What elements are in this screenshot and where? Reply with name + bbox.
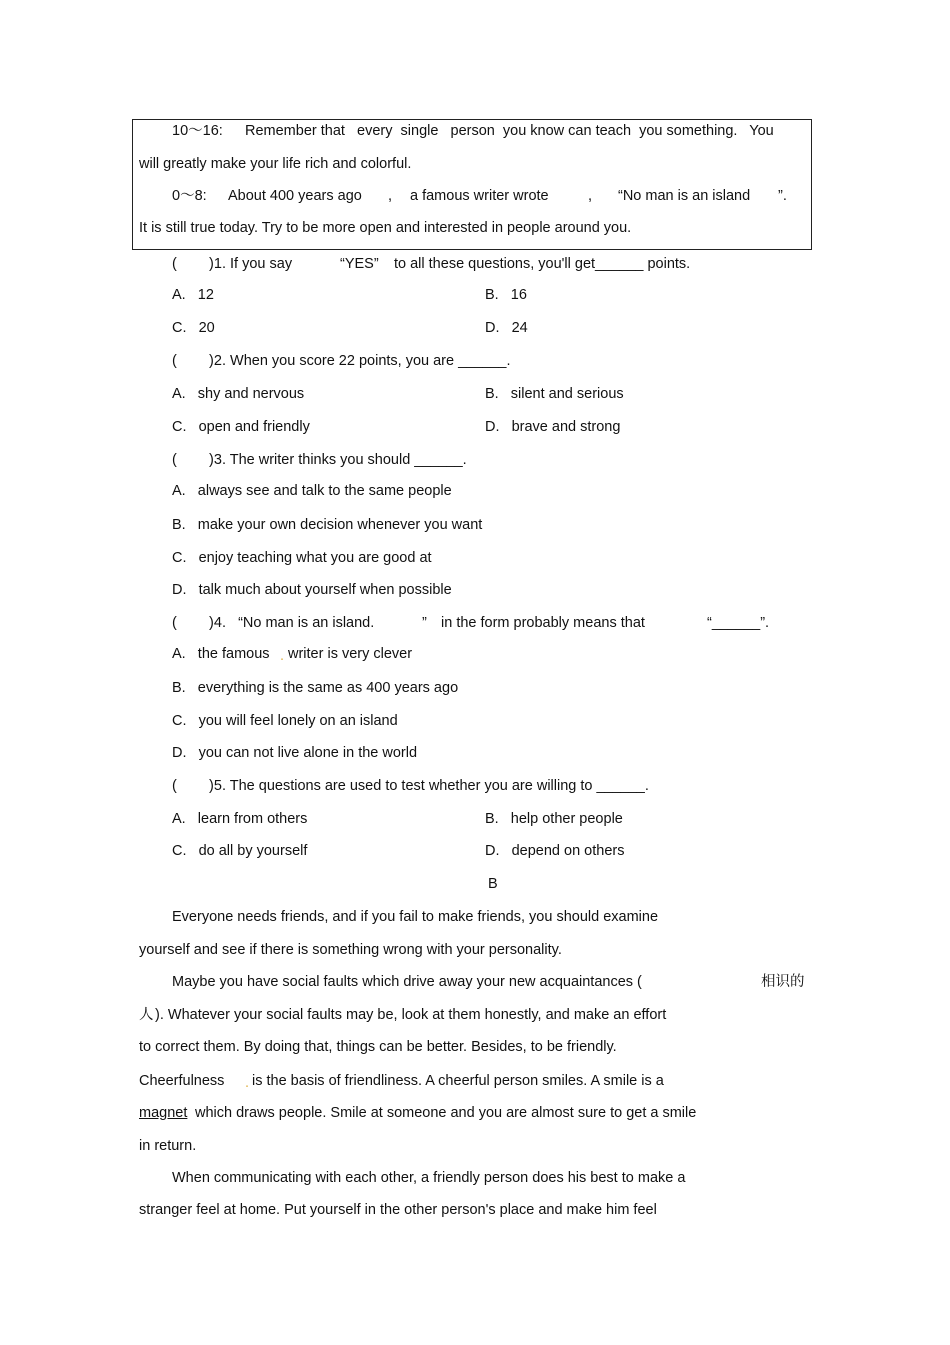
score-band-high-text-cont: will greatly make your life rich and colorful. [139,156,412,172]
question-4-stem: ( )4. “No man is an island. [172,615,375,631]
question-4-option-c: C. you will feel lonely on an island [172,713,398,729]
question-5-option-b: B. help other people [485,811,623,827]
question-4-stem-cont: in the form probably means that [441,615,645,631]
question-3-option-d: D. talk much about yourself when possible [172,582,452,598]
stray-mark: . [280,648,285,664]
question-3-option-a: A. always see and talk to the same people [172,483,452,499]
question-1-option-d: D. 24 [485,320,528,336]
chinese-gloss: 人 [139,1007,154,1023]
question-3-stem: ( )3. The writer thinks you should ______. [172,452,467,468]
question-2-option-a: A. shy and nervous [172,386,305,402]
score-band-low-quote: “No man is an island [618,188,751,204]
question-2-option-c: C. open and friendly [172,419,310,435]
question-1-option-a: A. 12 [172,287,214,303]
passage-line: ). Whatever your social faults may be, look at them honestly, and make an effort [155,1007,667,1023]
score-band-low-range: 0～8: [172,188,207,204]
question-1-stem-end: to all these questions, you'll get______ points. [394,256,691,272]
question-4-quote-end: ” [422,615,427,631]
score-band-high-text: Remember that every single person you know can teach you something. You [245,123,774,139]
score-band-low-quote-end: ”. [778,188,787,204]
question-5-stem: ( )5. The questions are used to test whether you are willing to ______. [172,778,649,794]
question-4-option-d: D. you can not live alone in the world [172,745,418,761]
section-heading: B [488,876,498,892]
passage-line: to correct them. By doing that, things can be better. Besides, to be friendly. [139,1039,617,1055]
question-5-option-d: D. depend on others [485,843,625,859]
question-1-quote: “YES” [340,256,379,272]
score-band-low-text-a: About 400 years ago [228,188,362,204]
question-3-option-c: C. enjoy teaching what you are good at [172,550,432,566]
underlined-word: magnet [139,1105,188,1121]
passage-line: in return. [139,1138,197,1154]
score-band-low-text-cont: It is still true today. Try to be more open and interested in people around you. [139,220,632,236]
passage-line: Maybe you have social faults which drive away your new acquaintances ( [172,974,642,990]
question-1-stem: ( )1. If you say [172,256,293,272]
score-band-low-comma: , [588,188,593,204]
passage-line: which draws people. Smile at someone and you are almost sure to get a smile [195,1105,697,1121]
question-2-option-b: B. silent and serious [485,386,624,402]
question-2-stem: ( )2. When you score 22 points, you are ______. [172,353,511,369]
stray-mark: . [245,1075,250,1091]
passage-line: Everyone needs friends, and if you fail to make friends, you should examine [172,909,659,925]
question-5-option-c: C. do all by yourself [172,843,308,859]
question-1-option-b: B. 16 [485,287,527,303]
question-4-blank: “______”. [707,615,770,631]
question-4-option-b: B. everything is the same as 400 years ago [172,680,459,696]
passage-line: stranger feel at home. Put yourself in the other person's place and make him feel [139,1202,657,1218]
question-4-option-a-cont: writer is very clever [288,646,413,662]
passage-line: is the basis of friendliness. A cheerful person smiles. A smile is a [252,1073,664,1089]
chinese-gloss: 相识的 [761,974,805,990]
passage-line: yourself and see if there is something wrong with your personality. [139,942,562,958]
question-4-option-a: A. the famous [172,646,270,662]
score-band-low-comma: , [388,188,393,204]
score-band-low-text-b: a famous writer wrote [410,188,549,204]
question-3-option-b: B. make your own decision whenever you want [172,517,483,533]
question-5-option-a: A. learn from others [172,811,308,827]
score-band-high-range: 10～16: [172,123,223,139]
question-1-option-c: C. 20 [172,320,215,336]
passage-line: When communicating with each other, a friendly person does his best to make a [172,1170,686,1186]
question-2-option-d: D. brave and strong [485,419,621,435]
passage-line: Cheerfulness [139,1073,225,1089]
